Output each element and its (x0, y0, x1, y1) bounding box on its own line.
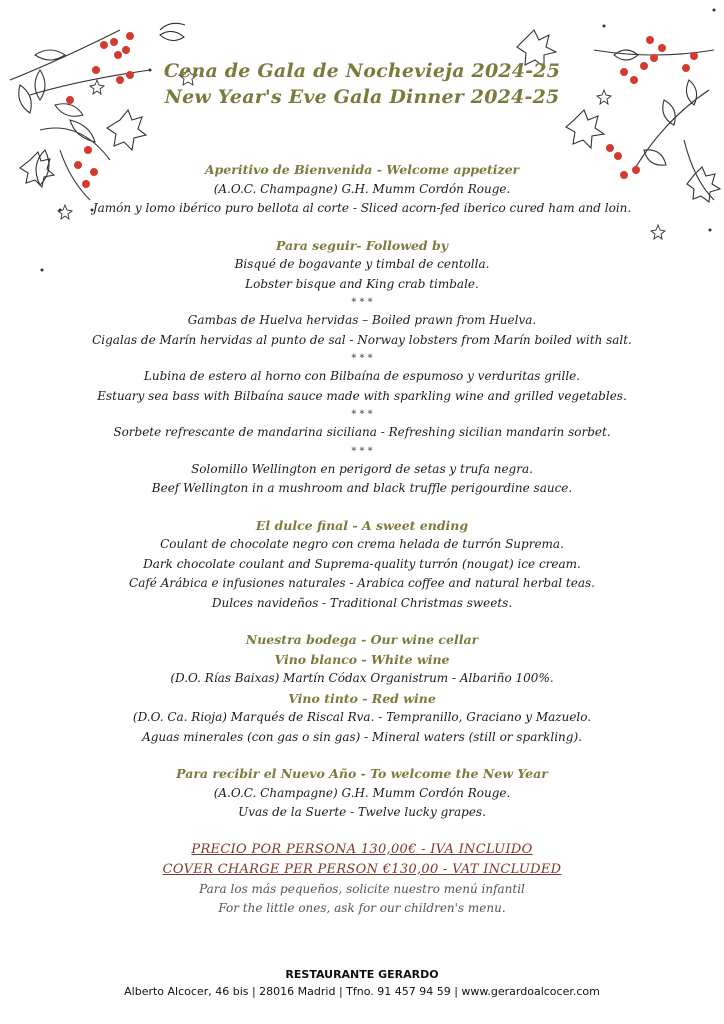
menu-item: Aguas minerales (con gas o sin gas) - Mineral waters (still or sparkling). (142, 729, 582, 744)
menu-item: Lubina de estero al horno con Bilbaína de espumoso y verduritas grille. (143, 369, 581, 383)
separator: * * * (351, 445, 373, 457)
menu-item: Cigalas de Marín hervidas al punto de sal - Norway lobsters from Marín boiled with salt. (92, 332, 632, 347)
restaurant-name: RESTAURANTE GERARDO (285, 968, 439, 981)
footer (0, 966, 724, 1001)
separator: * * * (351, 353, 373, 364)
separator: * * * (351, 409, 373, 420)
menu-header (0, 58, 724, 110)
menu-item: (D.O. Ca. Rioja) Marqués de Riscal Rva. - Tempranillo, Graciano y Mazuelo. (132, 710, 592, 724)
title-spanish: Cena de Gala de Nochevieja 2024-25 (163, 60, 561, 82)
menu-item: Gambas de Huelva hervidas – Boiled prawn from Huelva. (187, 313, 537, 327)
menu-item: Estuary sea bass with Bilbaína sauce made with sparkling wine and grilled vegetables. (97, 388, 627, 403)
menu-item: Bisqué de bogavante y timbal de centolla. (234, 257, 490, 271)
menu-item: Sorbete refrescante de mandarina siciliana - Refreshing sicilian mandarin sorbet. (113, 425, 611, 439)
aperitivo-heading: Aperitivo de Bienvenida - Welcome appetizer (204, 162, 520, 177)
menu-item: Coulant de chocolate negro con crema helada de turrón Suprema. (160, 537, 564, 551)
menu-item: (A.O.C. Champagne) G.H. Mumm Cordón Rouge. (213, 181, 511, 196)
menu-item: (D.O. Rías Baixas) Martín Códax Organistrum - Albariño 100%. (170, 671, 554, 685)
menu-item: (A.O.C. Champagne) G.H. Mumm Cordón Rouge. (213, 785, 511, 800)
vino-blanco-heading: Vino blanco - White wine (274, 651, 450, 667)
separator: * * * (351, 297, 373, 308)
menu-item: Dark chocolate coulant and Suprema-quality turrón (nougat) ice cream. (143, 556, 581, 571)
menu-item: Jamón y lomo ibérico puro bellota al corte - Sliced acorn-fed iberico cured ham and loin. (92, 201, 632, 215)
menu-item: Dulces navideños - Traditional Christmas sweets. (211, 595, 513, 610)
menu-item: Café Arábica e infusiones naturales - Arabica coffee and natural herbal teas. (129, 576, 595, 590)
menu-item: Lobster bisque and King crab timbale. (245, 276, 479, 291)
nuevo-ano-heading: Para recibir el Nuevo Año - To welcome the New Year (176, 766, 548, 781)
price-english: COVER CHARGE PER PERSON €130,00 - VAT INCLUDED (162, 861, 562, 877)
seguir-heading: Para seguir- Followed by (275, 237, 449, 253)
menu-item: Uvas de la Suerte - Twelve lucky grapes. (238, 805, 486, 819)
dulce-heading: El dulce final - A sweet ending (255, 517, 469, 533)
price-spanish: PRECIO POR PERSONA 130,00€ - IVA INCLUIDO (191, 841, 533, 857)
menu-item: Solomillo Wellington en perigord de setas y trufa negra. (191, 461, 533, 476)
kids-menu-english: For the little ones, ask for our children's menu. (218, 900, 506, 915)
kids-menu-spanish: Para los más pequeños, solicite nuestro menú infantil (199, 881, 525, 896)
restaurant-address: Alberto Alcocer, 46 bis | 28016 Madrid | Tfno. 91 457 94 59 | www.gerardoalcocer.com (124, 985, 600, 998)
vino-tinto-heading: Vino tinto - Red wine (288, 690, 436, 706)
menu-item: Beef Wellington in a mushroom and black truffle perigourdine sauce. (151, 481, 573, 495)
title-english: New Year's Eve Gala Dinner 2024-25 (164, 86, 560, 108)
bodega-heading: Nuestra bodega - Our wine cellar (245, 632, 479, 647)
menu-body (0, 160, 724, 918)
